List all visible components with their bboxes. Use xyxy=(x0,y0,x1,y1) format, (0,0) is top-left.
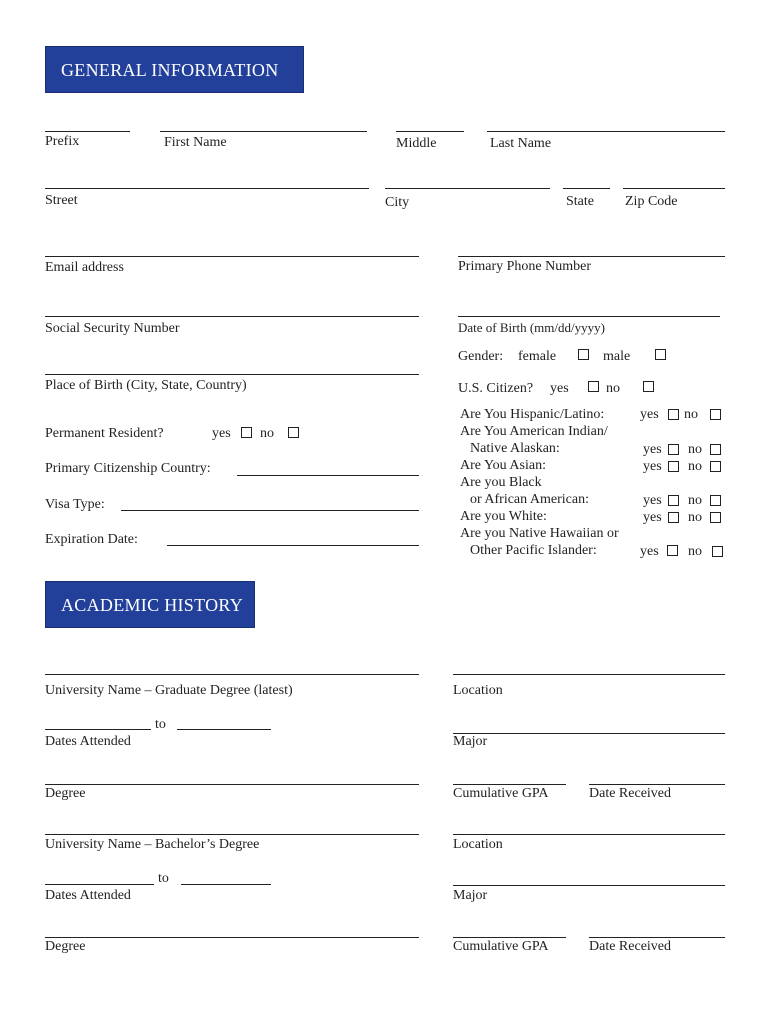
middle-field[interactable] xyxy=(396,131,464,132)
bach-dates-label: Dates Attended xyxy=(45,888,131,903)
pacific-islander-label: Other Pacific Islander: xyxy=(470,543,597,558)
hispanic-yes-label: yes xyxy=(640,407,659,422)
prefix-field[interactable] xyxy=(45,131,130,132)
white-yes-checkbox[interactable] xyxy=(668,512,679,523)
grad-university-field[interactable] xyxy=(45,674,419,675)
street-field[interactable] xyxy=(45,188,369,189)
phone-label: Primary Phone Number xyxy=(458,259,591,274)
citizenship-country-field[interactable] xyxy=(237,475,419,476)
asian-yes-label: yes xyxy=(643,459,662,474)
expiration-date-label: Expiration Date: xyxy=(45,532,138,547)
citizenship-country-label: Primary Citizenship Country: xyxy=(45,461,211,476)
zip-code-label: Zip Code xyxy=(625,194,678,209)
asian-yes-checkbox[interactable] xyxy=(668,461,679,472)
us-citizen-yes-checkbox[interactable] xyxy=(588,381,599,392)
permanent-resident-no-label: no xyxy=(260,426,274,441)
ssn-label: Social Security Number xyxy=(45,321,180,336)
bach-date-received-label: Date Received xyxy=(589,939,672,954)
asian-label: Are You Asian: xyxy=(460,458,546,473)
black-no-checkbox[interactable] xyxy=(710,495,721,506)
bach-university-field[interactable] xyxy=(45,834,419,835)
city-label: City xyxy=(385,195,410,210)
grad-location-label: Location xyxy=(453,683,503,698)
place-of-birth-field[interactable] xyxy=(45,374,419,375)
gender-label: Gender: xyxy=(458,349,504,364)
state-label: State xyxy=(566,194,594,209)
grad-major-field[interactable] xyxy=(453,733,725,734)
us-citizen-label: U.S. Citizen? xyxy=(458,381,534,396)
bach-location-label: Location xyxy=(453,837,503,852)
permanent-resident-label: Permanent Resident? xyxy=(45,426,164,441)
grad-to-label: to xyxy=(155,717,166,732)
grad-gpa-label: Cumulative GPA xyxy=(453,786,549,801)
hawaiian-yes-checkbox[interactable] xyxy=(667,545,678,556)
zip-code-field[interactable] xyxy=(623,188,725,189)
hispanic-yes-checkbox[interactable] xyxy=(668,409,679,420)
place-of-birth-label: Place of Birth (City, State, Country) xyxy=(45,378,247,393)
permanent-resident-no-checkbox[interactable] xyxy=(288,427,299,438)
bach-degree-label: Degree xyxy=(45,939,86,954)
permanent-resident-yes-checkbox[interactable] xyxy=(241,427,252,438)
bach-major-label: Major xyxy=(453,888,488,903)
academic-history-header: ACADEMIC HISTORY xyxy=(45,581,255,628)
us-citizen-no-label: no xyxy=(606,381,620,396)
bach-location-field[interactable] xyxy=(453,834,725,835)
email-field[interactable] xyxy=(45,256,419,257)
native-alaskan-label: Native Alaskan: xyxy=(470,441,560,456)
bach-degree-field[interactable] xyxy=(45,937,419,938)
white-no-label: no xyxy=(688,510,702,525)
gender-female-checkbox[interactable] xyxy=(578,349,589,360)
us-citizen-no-checkbox[interactable] xyxy=(643,381,654,392)
hawaiian-yes-label: yes xyxy=(640,544,659,559)
first-name-field[interactable] xyxy=(160,131,367,132)
first-name-label: First Name xyxy=(164,135,227,150)
phone-field[interactable] xyxy=(458,256,725,257)
gender-male-checkbox[interactable] xyxy=(655,349,666,360)
hispanic-label: Are You Hispanic/Latino: xyxy=(460,407,605,422)
bach-university-label: University Name – Bachelor’s Degree xyxy=(45,837,260,852)
gender-female-label: female xyxy=(518,349,557,364)
bach-gpa-field[interactable] xyxy=(453,937,566,938)
grad-date-received-label: Date Received xyxy=(589,786,672,801)
white-no-checkbox[interactable] xyxy=(710,512,721,523)
street-label: Street xyxy=(45,193,78,208)
grad-dates-label: Dates Attended xyxy=(45,734,131,749)
hawaiian-no-checkbox[interactable] xyxy=(712,546,723,557)
black-yes-label: yes xyxy=(643,493,662,508)
white-yes-label: yes xyxy=(643,510,662,525)
bach-dates-from-field[interactable] xyxy=(45,884,154,885)
hawaiian-label: Are you Native Hawaiian or xyxy=(460,526,619,541)
grad-dates-from-field[interactable] xyxy=(45,729,151,730)
native-american-label: Are You American Indian/ xyxy=(460,424,608,439)
african-american-label: or African American: xyxy=(470,492,589,507)
middle-label: Middle xyxy=(396,136,437,151)
white-label: Are you White: xyxy=(460,509,547,524)
asian-no-label: no xyxy=(688,459,702,474)
grad-major-label: Major xyxy=(453,734,488,749)
native-no-checkbox[interactable] xyxy=(710,444,721,455)
grad-date-received-field[interactable] xyxy=(589,784,725,785)
grad-dates-to-field[interactable] xyxy=(177,729,271,730)
general-information-header: GENERAL INFORMATION xyxy=(45,46,304,93)
visa-type-label: Visa Type: xyxy=(45,497,105,512)
expiration-date-field[interactable] xyxy=(167,545,419,546)
dob-field[interactable] xyxy=(458,316,720,317)
grad-degree-label: Degree xyxy=(45,786,86,801)
grad-university-label: University Name – Graduate Degree (latest) xyxy=(45,683,293,698)
dob-label: Date of Birth (mm/dd/yyyy) xyxy=(458,320,605,335)
city-field[interactable] xyxy=(385,188,550,189)
native-yes-label: yes xyxy=(643,442,662,457)
black-label: Are you Black xyxy=(460,475,542,490)
grad-degree-field[interactable] xyxy=(45,784,419,785)
permanent-resident-yes-label: yes xyxy=(212,426,231,441)
native-no-label: no xyxy=(688,442,702,457)
hispanic-no-label: no xyxy=(684,407,698,422)
black-yes-checkbox[interactable] xyxy=(668,495,679,506)
last-name-label: Last Name xyxy=(490,136,552,151)
native-yes-checkbox[interactable] xyxy=(668,444,679,455)
state-field[interactable] xyxy=(563,188,610,189)
grad-gpa-field[interactable] xyxy=(453,784,566,785)
prefix-label: Prefix xyxy=(45,134,80,149)
ssn-field[interactable] xyxy=(45,316,419,317)
bach-to-label: to xyxy=(158,871,169,886)
visa-type-field[interactable] xyxy=(121,510,419,511)
black-no-label: no xyxy=(688,493,702,508)
asian-no-checkbox[interactable] xyxy=(710,461,721,472)
last-name-field[interactable] xyxy=(487,131,725,132)
bach-gpa-label: Cumulative GPA xyxy=(453,939,549,954)
hispanic-no-checkbox[interactable] xyxy=(710,409,721,420)
bach-major-field[interactable] xyxy=(453,885,725,886)
gender-male-label: male xyxy=(603,349,631,364)
bach-date-received-field[interactable] xyxy=(589,937,725,938)
hawaiian-no-label: no xyxy=(688,544,702,559)
grad-location-field[interactable] xyxy=(453,674,725,675)
email-label: Email address xyxy=(45,260,124,275)
bach-dates-to-field[interactable] xyxy=(181,884,271,885)
us-citizen-yes-label: yes xyxy=(550,381,569,396)
